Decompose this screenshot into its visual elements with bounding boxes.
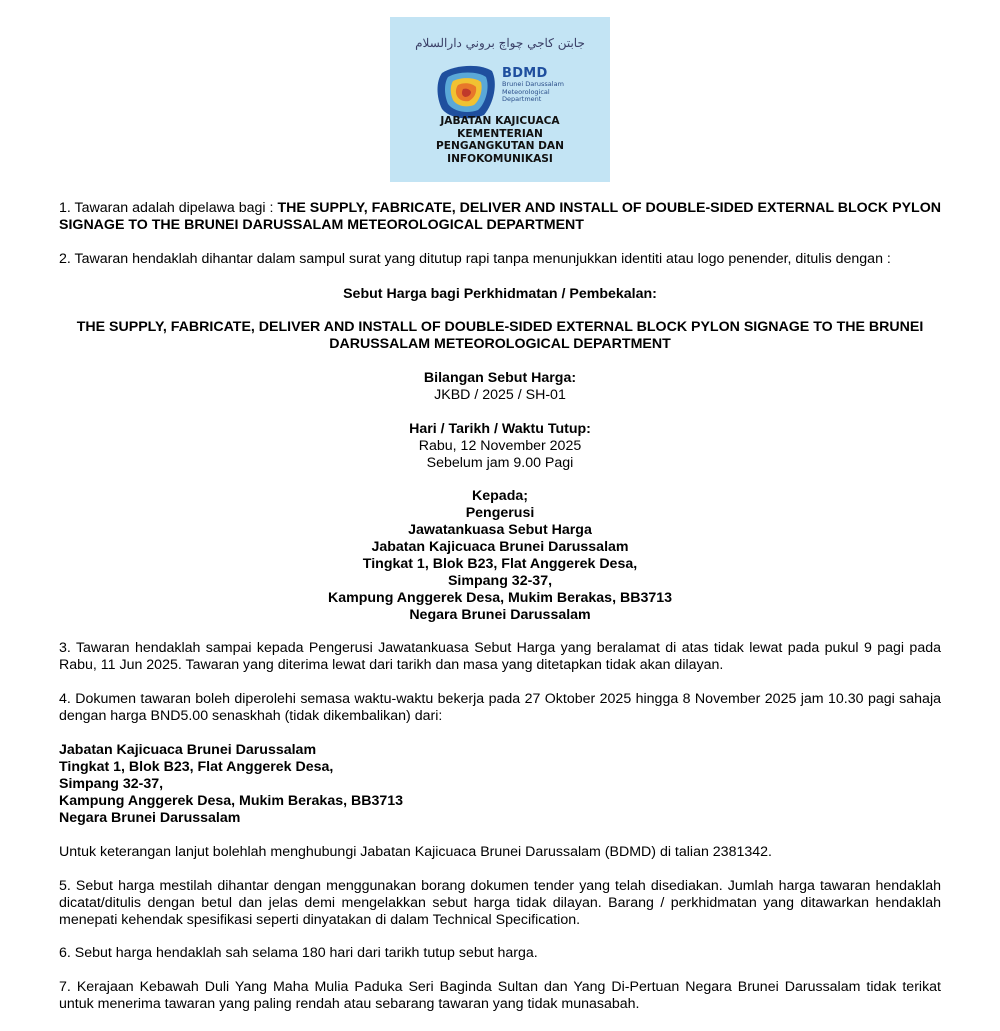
logo-subtitle: Brunei Darussalam Meteorological Department	[502, 80, 564, 103]
closing-date: Rabu, 12 November 2025	[418, 438, 582, 454]
tender-title: THE SUPPLY, FABRICATE, DELIVER AND INSTALL OF DOUBLE-SIDED EXTERNAL BLOCK PYLON SIGNAGE TO THE BRUNEI DARUSSALAM METEOROLOGICAL DEPARTMENT	[59, 200, 941, 233]
closing-label: Hari / Tarikh / Waktu Tutup:	[409, 421, 591, 437]
bdmd-emblem-icon	[436, 63, 498, 121]
closing-block	[59, 421, 941, 472]
closing-time: Sebelum jam 9.00 Pagi	[426, 455, 574, 471]
paragraph-3: 3. Tawaran hendaklah sampai kepada Pengerusi Jawatankuasa Sebut Harga yang beralamat di atas tidak lewat pada pukul 9 pagi pada Rabu, 11 Jun 2025. Tawaran yang diterima lewat dari tarikh dan masa yang ditetapkan tidak akan dilayan.	[59, 640, 941, 673]
reference-number: JKBD / 2025 / SH-01	[434, 387, 566, 403]
paragraph-1: 1. Tawaran adalah dipelawa bagi : THE SUPPLY, FABRICATE, DELIVER AND INSTALL OF DOUBLE-SIDED EXTERNAL BLOCK PYLON SIGNAGE TO THE BRUNEI DARUSSALAM METEOROLOGICAL DEPARTMENT	[59, 200, 941, 233]
contact-info: Untuk keterangan lanjut bolehlah menghubungi Jabatan Kajicuaca Brunei Darussalam (BDMD) di talian 2381342.	[59, 844, 772, 860]
logo-jawi-text: جابتن كاجي چواچ بروني دارالسلام	[415, 36, 585, 50]
project-title: THE SUPPLY, FABRICATE, DELIVER AND INSTALL OF DOUBLE-SIDED EXTERNAL BLOCK PYLON SIGNAGE TO THE BRUNEI DARUSSALAM METEOROLOGICAL DEPARTMENT	[76, 319, 924, 352]
paragraph-5: 5. Sebut harga mestilah dihantar dengan menggunakan borang dokumen tender yang telah disediakan. Jumlah harga tawaran hendaklah dicatat/ditulis dengan betul dan jelas demi mengelakkan sebut harga tidak dilayan. Barang / perkhidmatan yang ditawarkan hendaklah menepati kehendak spesifikasi seperti dinyatakan di dalam Technical Specification.	[59, 878, 941, 928]
department-logo	[390, 17, 610, 182]
reference-label: Bilangan Sebut Harga:	[423, 370, 577, 386]
paragraph-7: 7. Kerajaan Kebawah Duli Yang Maha Mulia Paduka Seri Baginda Sultan dan Yang Di-Pertuan Negara Brunei Darussalam tidak terikat untuk menerima tawaran yang paling rendah atau sebarang tawaran yang tidak munasabah.	[59, 979, 941, 1012]
paragraph-2: 2. Tawaran hendaklah dihantar dalam sampul surat yang ditutup rapi tanpa menunjukkan identiti atau logo penender, ditulis dengan :	[59, 251, 891, 267]
recipient-label: Kepada;	[472, 488, 528, 504]
reference-block	[59, 370, 941, 404]
logo-abbreviation: BDMD	[502, 66, 548, 81]
recipient-block: Kepada; Pengerusi Jawatankuasa Sebut Harga Jabatan Kajicuaca Brunei Darussalam Tingkat 1, Blok B23, Flat Anggerek Desa, Simpang 32-37, Kampung Anggerek Desa, Mukim Berakas, BB3713 Negara Brunei Darussalam	[59, 488, 941, 624]
paragraph-4: 4. Dokumen tawaran boleh diperolehi semasa waktu-waktu bekerja pada 27 Oktober 2025 hingga 8 November 2025 jam 10.30 pagi sahaja dengan harga BND5.00 senaskhah (tidak dikembalikan) dari:	[59, 691, 941, 724]
quotation-heading: Sebut Harga bagi Perkhidmatan / Pembekalan:	[343, 286, 657, 302]
logo-department-title: JABATAN KAJICUACA KEMENTERIAN PENGANGKUTAN DAN INFOKOMUNIKASI	[436, 115, 564, 165]
paragraph-6: 6. Sebut harga hendaklah sah selama 180 hari dari tarikh tutup sebut harga.	[59, 945, 538, 961]
collection-address: Jabatan Kajicuaca Brunei Darussalam Tingkat 1, Blok B23, Flat Anggerek Desa, Simpang 32-37, Kampung Anggerek Desa, Mukim Berakas, BB3713 Negara Brunei Darussalam	[59, 742, 404, 826]
